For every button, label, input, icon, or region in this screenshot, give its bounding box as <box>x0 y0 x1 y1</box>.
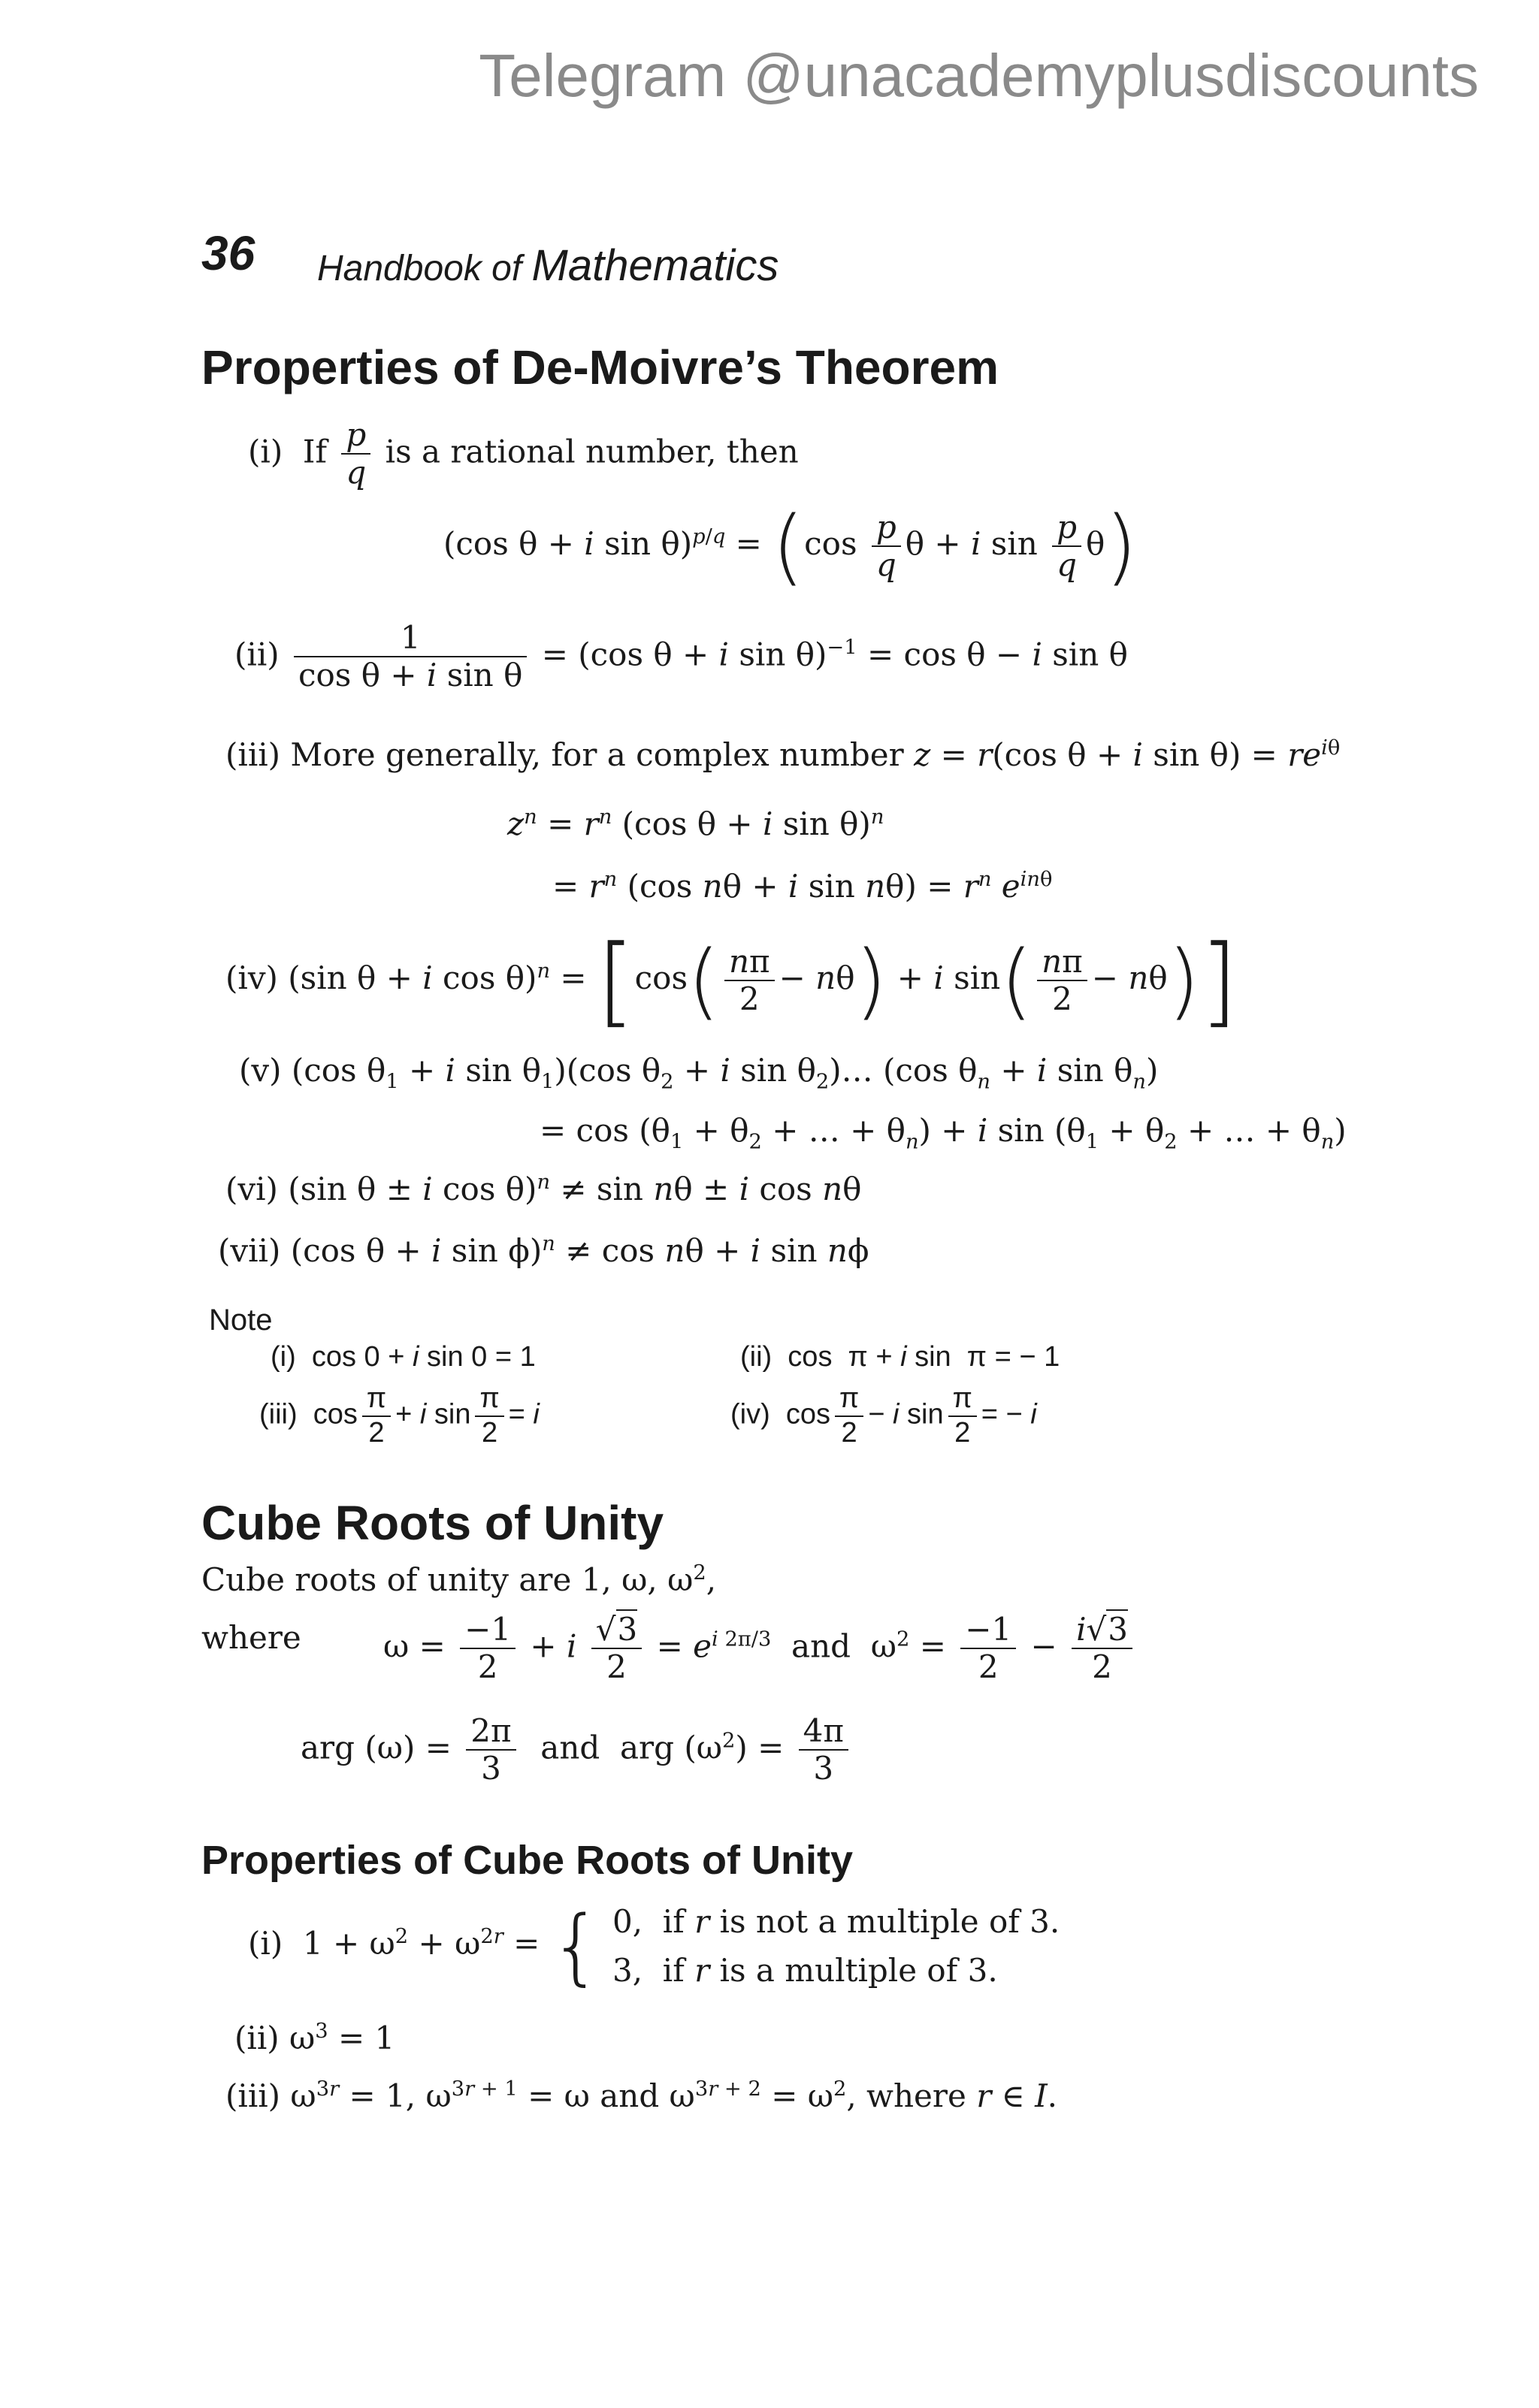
formula-iii-a: $z^n = r^n$ (cos θ + i sin θ)$^n$ <box>507 805 884 842</box>
prop-iii: (iii) $\omega^{3r} = 1$, $\omega^{3r + 1} = \omega$ and $\omega^{3r + 2} = \omega^2$, where r ∈ I. <box>225 2077 1058 2114</box>
omega-definition: ω = $\frac{-1}{2}$ + i $\frac{√3}{2}$ = $e^{i 2\pi/3}$ and $\omega^2$ = $\frac{-1}{2}$ − $\frac{i√3}{2}$ <box>383 1612 1137 1686</box>
note-title: Note <box>209 1304 273 1337</box>
item-ii: (ii) $\frac{1}{\text{cos θ + i sin θ}}$ = (cos θ + i sin θ)$^{-1}$ = cos θ − i sin θ <box>234 619 1128 694</box>
prop-i: (i) $1 + \omega^2 + \omega^{2r}$ = { 0, if r is not a multiple of 3. 3, if r is a multiple of 3. <box>248 1898 1060 1995</box>
cube-roots-intro: Cube roots of unity are 1, ω, $\omega^2$, <box>201 1561 717 1598</box>
page-number: 36 <box>201 226 255 280</box>
book-prefix: Handbook of <box>317 249 522 289</box>
item-vi: (vi) (sin θ ± i cos θ)$^n$ ≠ sin nθ ± i cos nθ <box>225 1171 862 1207</box>
item-iii: (iii) More generally, for a complex number z = r(cos θ + i $\sin \theta) = re^{i\theta}$ <box>225 736 1341 773</box>
section-title-cube-roots: Cube Roots of Unity <box>201 1496 664 1550</box>
book-subject: Mathematics <box>531 241 779 290</box>
section-title-cube-roots-properties: Properties of Cube Roots of Unity <box>201 1838 854 1883</box>
note-iii: (iii) cos $\frac{\pi}{2}$ + i sin $\frac{\pi}{2}$ = i <box>259 1382 540 1449</box>
formula-iii-b: = $r^n$ (cos nθ + i $\sin n\theta) = r^n$ $e^{in\theta}$ <box>552 868 1053 905</box>
watermark: Telegram @unacademyplusdiscounts <box>479 42 1479 109</box>
item-v: (v) (cos $\theta_1 + i$ $\sin \theta_1)(\cos$ $\theta_2 + i$ $\sin \theta_2)\dots$ (cos $\theta_n + i$ $\sin \theta_n$) <box>239 1052 1159 1094</box>
note-i: (i) cos 0 + i sin 0 = 1 <box>271 1341 536 1373</box>
running-header <box>317 240 779 291</box>
note-ii: (ii) cos π + i sin π = − 1 <box>740 1341 1060 1373</box>
item-vii: (vii) (cos θ + i sin ϕ)$^n$ ≠ cos nθ + i sin nϕ <box>218 1232 869 1269</box>
prop-ii: (ii) $\omega^3 = 1$ <box>234 2020 395 2056</box>
item-i: (i) If $\frac{p}{q}$ is a rational number, then <box>248 416 799 491</box>
formula-i: (cos θ + i sin θ)$^{p/q}$ = (cos $\frac{p}{q}$ θ + i sin $\frac{p}{q}$ θ) <box>443 498 1138 594</box>
arg-omega: arg (ω) = $\frac{2\pi}{3}$ and arg $(\omega^2)$ = $\frac{4\pi}{3}$ <box>301 1713 853 1787</box>
cube-roots-where: where <box>201 1619 301 1656</box>
item-iv: (iv) (sin θ + i cos θ)$^n$ = [cos( $\frac{n\pi}{2}$ − nθ) + i sin( $\frac{n\pi}{2}$ − nθ)] <box>225 923 1238 1038</box>
section-title-de-moivre: Properties of De-Moivre’s Theorem <box>201 340 999 394</box>
note-iv: (iv) cos $\frac{\pi}{2}$ − i sin $\frac{\pi}{2}$ = − i <box>730 1382 1037 1449</box>
formula-v: = $\cos (\theta_1 + \theta_2$ + … + $\theta_n) + i$ $\sin (\theta_1 + \theta_2$ + … + $\theta_n$) <box>540 1112 1347 1154</box>
